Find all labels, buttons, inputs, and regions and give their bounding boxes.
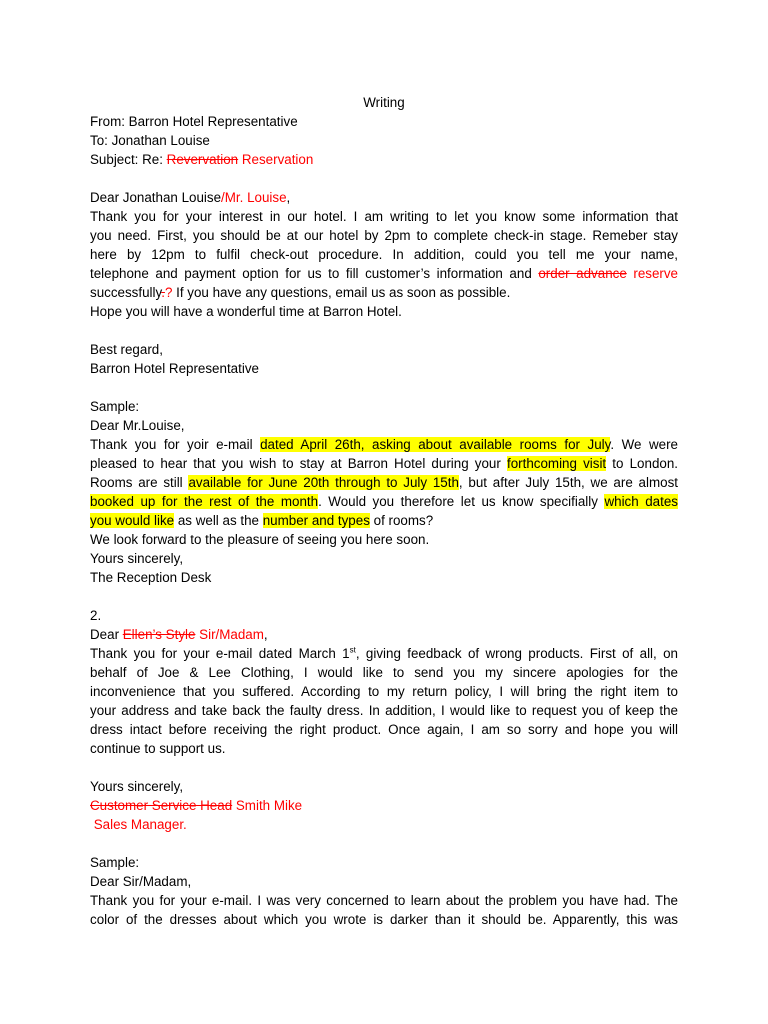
body-line	[90, 511, 678, 530]
section-number: 2.	[90, 608, 102, 623]
signature-line: Barron Hotel Representative	[90, 361, 259, 376]
closing-line: Yours sincerely,	[90, 779, 184, 794]
body-text: Rooms are still	[90, 475, 189, 490]
highlighted-text: number and types	[262, 513, 370, 528]
body-text: successfully	[90, 285, 162, 300]
sample-label: Sample:	[90, 855, 140, 870]
body-line	[90, 435, 678, 454]
signature-line: The Reception Desk	[90, 570, 212, 585]
subject-line	[90, 150, 678, 169]
subject-prefix: Subject: Re:	[90, 152, 167, 167]
body-line	[90, 454, 678, 473]
body-line: here by 12pm to fulfil check-out procedure. In addition, could you tell me your name,	[90, 247, 678, 262]
highlighted-text: available for June 20th through to July 15th	[188, 475, 459, 490]
sample-label: Sample:	[90, 399, 140, 414]
inserted-text: ?	[164, 285, 173, 300]
highlighted-text: forthcoming visit	[506, 456, 607, 471]
inserted-text: reserve	[626, 266, 679, 281]
body-text: , but after July 15th, we are almost	[458, 475, 678, 490]
to-line: To: Jonathan Louise	[90, 133, 210, 148]
body-text: Thank you for your e-mail dated March 1	[90, 646, 350, 661]
highlighted-text: which dates	[604, 494, 678, 509]
body-line: Hope you will have a wonderful time at Barron Hotel.	[90, 304, 402, 319]
superscript: st	[349, 645, 356, 655]
body-line: Thank you for your interest in our hotel. I am writing to let you know some information that	[90, 209, 678, 224]
signature-title: Sales Manager.	[90, 817, 187, 832]
inserted-text: Reservation	[238, 152, 314, 167]
body-line	[90, 644, 678, 663]
greeting-text: Dear	[90, 627, 123, 642]
greeting-text: Dear Jonathan Louise	[90, 190, 222, 205]
body-text: . We were	[610, 437, 678, 452]
body-line	[90, 264, 678, 283]
body-line: Thank you for your e-mail. I was very concerned to learn about the problem you have had. The	[90, 893, 678, 908]
body-text: pleased to hear that you wish to stay at Barron Hotel during your	[90, 456, 507, 471]
greeting-comma: ,	[286, 190, 291, 205]
deleted-text: .	[161, 285, 165, 300]
greeting-line	[90, 188, 678, 207]
deleted-text: Ellen’s Style	[122, 627, 196, 642]
body-line: color of the dresses about which you wrote is darker than it should be. Apparently, this was	[90, 912, 678, 927]
body-text: Thank you for yoir e-mail	[90, 437, 261, 452]
body-text: as well as the	[174, 513, 263, 528]
body-text: If you have any questions, email us as soon as possible.	[172, 285, 511, 300]
body-line: your address and take back the faulty dress. In addition, I would like to request you of keep the	[90, 703, 678, 718]
greeting-comma: ,	[263, 627, 268, 642]
document-title: Writing	[363, 95, 405, 110]
body-line: We look forward to the pleasure of seeing you here soon.	[90, 532, 430, 547]
deleted-text: Revervation	[166, 152, 239, 167]
body-text: , giving feedback of wrong products. First of all, on	[355, 646, 678, 661]
deleted-text: Customer Service Head	[90, 798, 233, 813]
closing-line: Yours sincerely,	[90, 551, 184, 566]
greeting-line: Dear Mr.Louise,	[90, 418, 185, 433]
inserted-text: /Mr. Louise	[221, 190, 287, 205]
highlighted-text: dated April 26th, asking about available rooms for July	[260, 437, 611, 452]
body-text: to London.	[606, 456, 679, 471]
highlighted-text: you would like	[90, 513, 175, 528]
from-line: From: Barron Hotel Representative	[90, 114, 298, 129]
greeting-line	[90, 625, 678, 644]
body-line: dress intact before receiving the right product. Once again, I am so sorry and hope you will	[90, 722, 678, 737]
body-line	[90, 492, 678, 511]
highlighted-text: booked up for the rest of the month	[90, 494, 319, 509]
body-text: telephone and payment option for us to fill customer’s information and	[90, 266, 539, 281]
inserted-text: Smith Mike	[232, 798, 303, 813]
body-text: of rooms?	[369, 513, 434, 528]
body-line	[90, 473, 678, 492]
signature-line	[90, 796, 678, 815]
body-line: continue to support us.	[90, 741, 226, 756]
deleted-text: order advance	[538, 266, 627, 281]
inserted-text: Sir/Madam	[195, 627, 264, 642]
body-line	[90, 283, 678, 302]
body-text: . Would you therefore let us know specifially	[318, 494, 605, 509]
greeting-line: Dear Sir/Madam,	[90, 874, 192, 889]
closing-line: Best regard,	[90, 342, 163, 357]
body-line: you need. First, you should be at our hotel by 2pm to complete check-in stage. Remeber stay	[90, 228, 678, 243]
body-line: inconvenience that you suffered. According to my return policy, I will bring the right item to	[90, 684, 678, 699]
body-line: behalf of Joe & Lee Clothing, I would like to send you my sincere apologies for the	[90, 665, 678, 680]
